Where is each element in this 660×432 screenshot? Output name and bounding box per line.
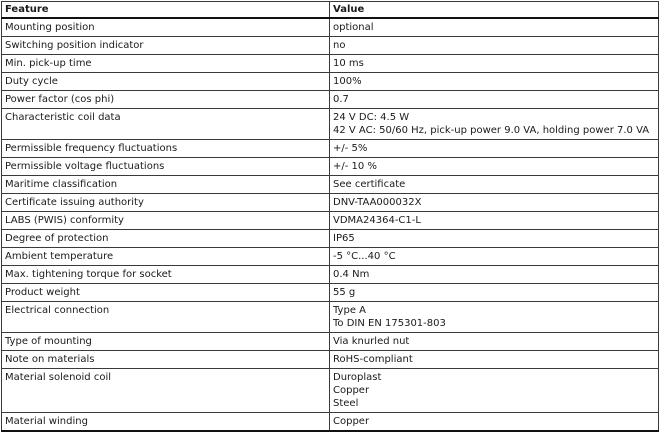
table-row [2,333,659,351]
value-line: +/- 10 % [333,161,377,172]
value-line: Copper [333,416,370,427]
table-row [2,109,659,140]
feature-cell: Maritime classification [2,176,330,194]
header-value: Value [330,2,659,19]
value-cell [330,266,659,284]
feature-cell: Material winding [2,413,330,432]
value-cell [330,413,659,432]
value-cell [330,140,659,158]
value-cell [330,230,659,248]
feature-cell: Electrical connection [2,302,330,333]
value-cell [330,91,659,109]
table-row [2,73,659,91]
table-row [2,302,659,333]
value-cell [330,37,659,55]
table-row [2,18,659,37]
value-line: RoHS-compliant [333,354,413,365]
table-row [2,266,659,284]
value-line: 0.4 Nm [333,269,370,280]
value-line: 55 g [333,287,356,298]
feature-cell: Permissible voltage fluctuations [2,158,330,176]
value-line: Copper [333,385,370,396]
value-cell [330,333,659,351]
spec-table [1,1,659,432]
value-line: To DIN EN 175301-803 [333,318,446,329]
value-line: +/- 5% [333,143,368,154]
table-row [2,176,659,194]
value-cell [330,284,659,302]
feature-cell: Note on materials [2,351,330,369]
table-row [2,230,659,248]
value-line: IP65 [333,233,355,244]
header-feature: Feature [2,2,330,19]
value-cell [330,248,659,266]
value-line: Duroplast [333,372,382,383]
table-row [2,284,659,302]
value-cell [330,302,659,333]
feature-cell: Min. pick-up time [2,55,330,73]
value-line: Steel [333,398,359,409]
value-line: 10 ms [333,58,364,69]
value-cell [330,369,659,413]
feature-cell: Switching position indicator [2,37,330,55]
value-cell [330,55,659,73]
value-line: 0.7 [333,94,349,105]
value-line: Via knurled nut [333,336,410,347]
table-row [2,55,659,73]
value-cell [330,212,659,230]
feature-cell: Certificate issuing authority [2,194,330,212]
table-header [2,2,659,19]
value-line: VDMA24364-C1-L [333,215,421,226]
feature-cell: Duty cycle [2,73,330,91]
feature-cell: Max. tightening torque for socket [2,266,330,284]
value-line: 24 V DC: 4.5 W [333,112,410,123]
feature-cell: Degree of protection [2,230,330,248]
value-line: no [333,40,346,51]
value-cell [330,109,659,140]
table-row [2,248,659,266]
value-line: 42 V AC: 50/60 Hz, pick-up power 9.0 VA, holding power 7.0 VA [333,125,650,136]
value-line: See certificate [333,179,406,190]
value-cell [330,194,659,212]
feature-cell: Characteristic coil data [2,109,330,140]
table-row [2,351,659,369]
feature-cell: LABS (PWIS) conformity [2,212,330,230]
value-line: optional [333,22,374,33]
value-line: -5 °C...40 °C [333,251,396,262]
feature-cell: Ambient temperature [2,248,330,266]
table-row [2,413,659,432]
table-row [2,194,659,212]
value-line: Type A [333,305,366,316]
value-cell [330,176,659,194]
value-line: DNV-TAA000032X [333,197,422,208]
table-row [2,140,659,158]
feature-cell: Mounting position [2,18,330,37]
table-row [2,91,659,109]
feature-cell: Permissible frequency fluctuations [2,140,330,158]
table-row [2,158,659,176]
value-cell [330,351,659,369]
value-cell [330,18,659,37]
feature-cell: Power factor (cos phi) [2,91,330,109]
feature-cell: Product weight [2,284,330,302]
feature-cell: Material solenoid coil [2,369,330,413]
value-cell [330,158,659,176]
value-cell [330,73,659,91]
header-row [2,2,659,19]
value-line: 100% [333,76,362,87]
feature-cell: Type of mounting [2,333,330,351]
table-row [2,212,659,230]
table-body [2,18,659,431]
table-row [2,37,659,55]
table-row [2,369,659,413]
